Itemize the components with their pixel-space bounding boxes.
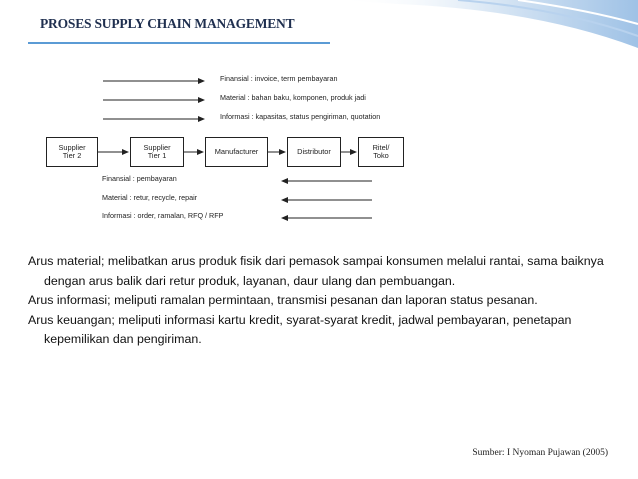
bullet-arus-keuangan: Arus keuangan; meliputi informasi kartu kredit, syarat-syarat kredit, jadwal pembayaran, penetapan kepemilikan dan pengiriman. bbox=[28, 312, 572, 346]
node-distributor: Distributor bbox=[287, 137, 341, 167]
forward-label-material: Material : bahan baku, komponen, produk jadi bbox=[220, 93, 366, 102]
node-supplier-tier-2: Supplier Tier 2 bbox=[46, 137, 98, 167]
forward-label-finansial: Finansial : invoice, term pembayaran bbox=[220, 74, 338, 83]
backward-label-finansial: Finansial : pembayaran bbox=[102, 174, 177, 183]
slide-title: PROSES SUPPLY CHAIN MANAGEMENT bbox=[40, 16, 295, 31]
source-citation: Sumber: I Nyoman Pujawan (2005) bbox=[472, 448, 608, 458]
node-manufacturer: Manufacturer bbox=[205, 137, 268, 167]
description-text bbox=[28, 252, 608, 350]
node-supplier-tier-1: Supplier Tier 1 bbox=[130, 137, 184, 167]
corner-decoration bbox=[338, 0, 638, 60]
bullet-arus-material: Arus material; melibatkan arus produk fisik dari pemasok sampai konsumen melalui rantai, sama baiknya dengan arus balik dari retur produk, layanan, daur ulang dan pembuangan. bbox=[28, 254, 604, 288]
supply-chain-diagram bbox=[0, 60, 638, 230]
backward-label-informasi: Informasi : order, ramalan, RFQ / RFP bbox=[102, 211, 224, 220]
title-underline bbox=[28, 42, 330, 44]
backward-label-material: Material : retur, recycle, repair bbox=[102, 193, 198, 202]
forward-label-informasi: Informasi : kapasitas, status pengiriman, quotation bbox=[220, 112, 381, 121]
bullet-arus-informasi: Arus informasi; meliputi ramalan permintaan, transmisi pesanan dan laporan status pesanan. bbox=[28, 293, 538, 307]
node-ritel-toko: Ritel/ Toko bbox=[358, 137, 404, 167]
